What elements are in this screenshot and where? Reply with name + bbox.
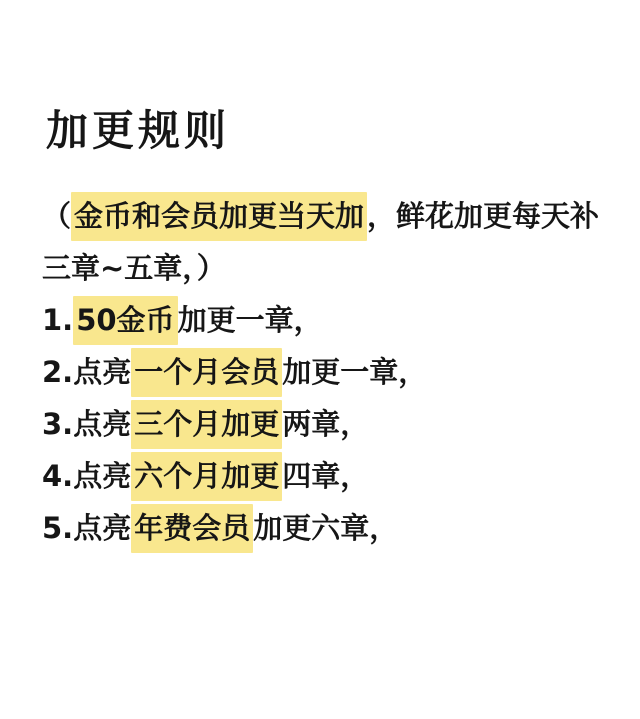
rules-content: [42, 190, 620, 554]
highlight-50-coins: 50金币: [73, 296, 177, 345]
rule-2-prefix: 2.点亮: [42, 355, 132, 389]
highlight-one-month-member: 一个月会员: [131, 348, 282, 397]
highlight-annual-member: 年费会员: [131, 504, 253, 553]
rule-1-prefix: 1.: [42, 303, 74, 337]
rule-3-suffix: 两章，: [282, 407, 370, 441]
rule-4-prefix: 4.点亮: [42, 459, 132, 493]
rule-4-suffix: 四章，: [282, 459, 370, 493]
rule-3-prefix: 3.点亮: [42, 407, 132, 441]
open-paren: （: [42, 199, 72, 233]
rule-item-5: [42, 502, 620, 554]
rule-2-suffix: 加更一章，: [282, 355, 428, 389]
highlight-coin-member-note: 金币和会员加更当天加: [71, 192, 367, 241]
page-title: 加更规则: [46, 106, 231, 155]
rule-item-2: [42, 346, 620, 398]
rule-1-suffix: 加更一章，: [177, 303, 323, 337]
highlight-three-month: 三个月加更: [131, 400, 282, 449]
rule-5-suffix: 加更六章，: [253, 511, 399, 545]
rule-5-prefix: 5.点亮: [42, 511, 132, 545]
note-line-1-rest: ，鲜花加更每天补: [367, 199, 600, 233]
rule-item-1: [42, 294, 620, 346]
note-line-1: [42, 190, 620, 242]
rule-item-3: [42, 398, 620, 450]
note-line-2: [42, 242, 620, 294]
highlight-six-month: 六个月加更: [131, 452, 282, 501]
rule-item-4: [42, 450, 620, 502]
note-line-2-text: 三章~五章，）: [42, 251, 226, 285]
